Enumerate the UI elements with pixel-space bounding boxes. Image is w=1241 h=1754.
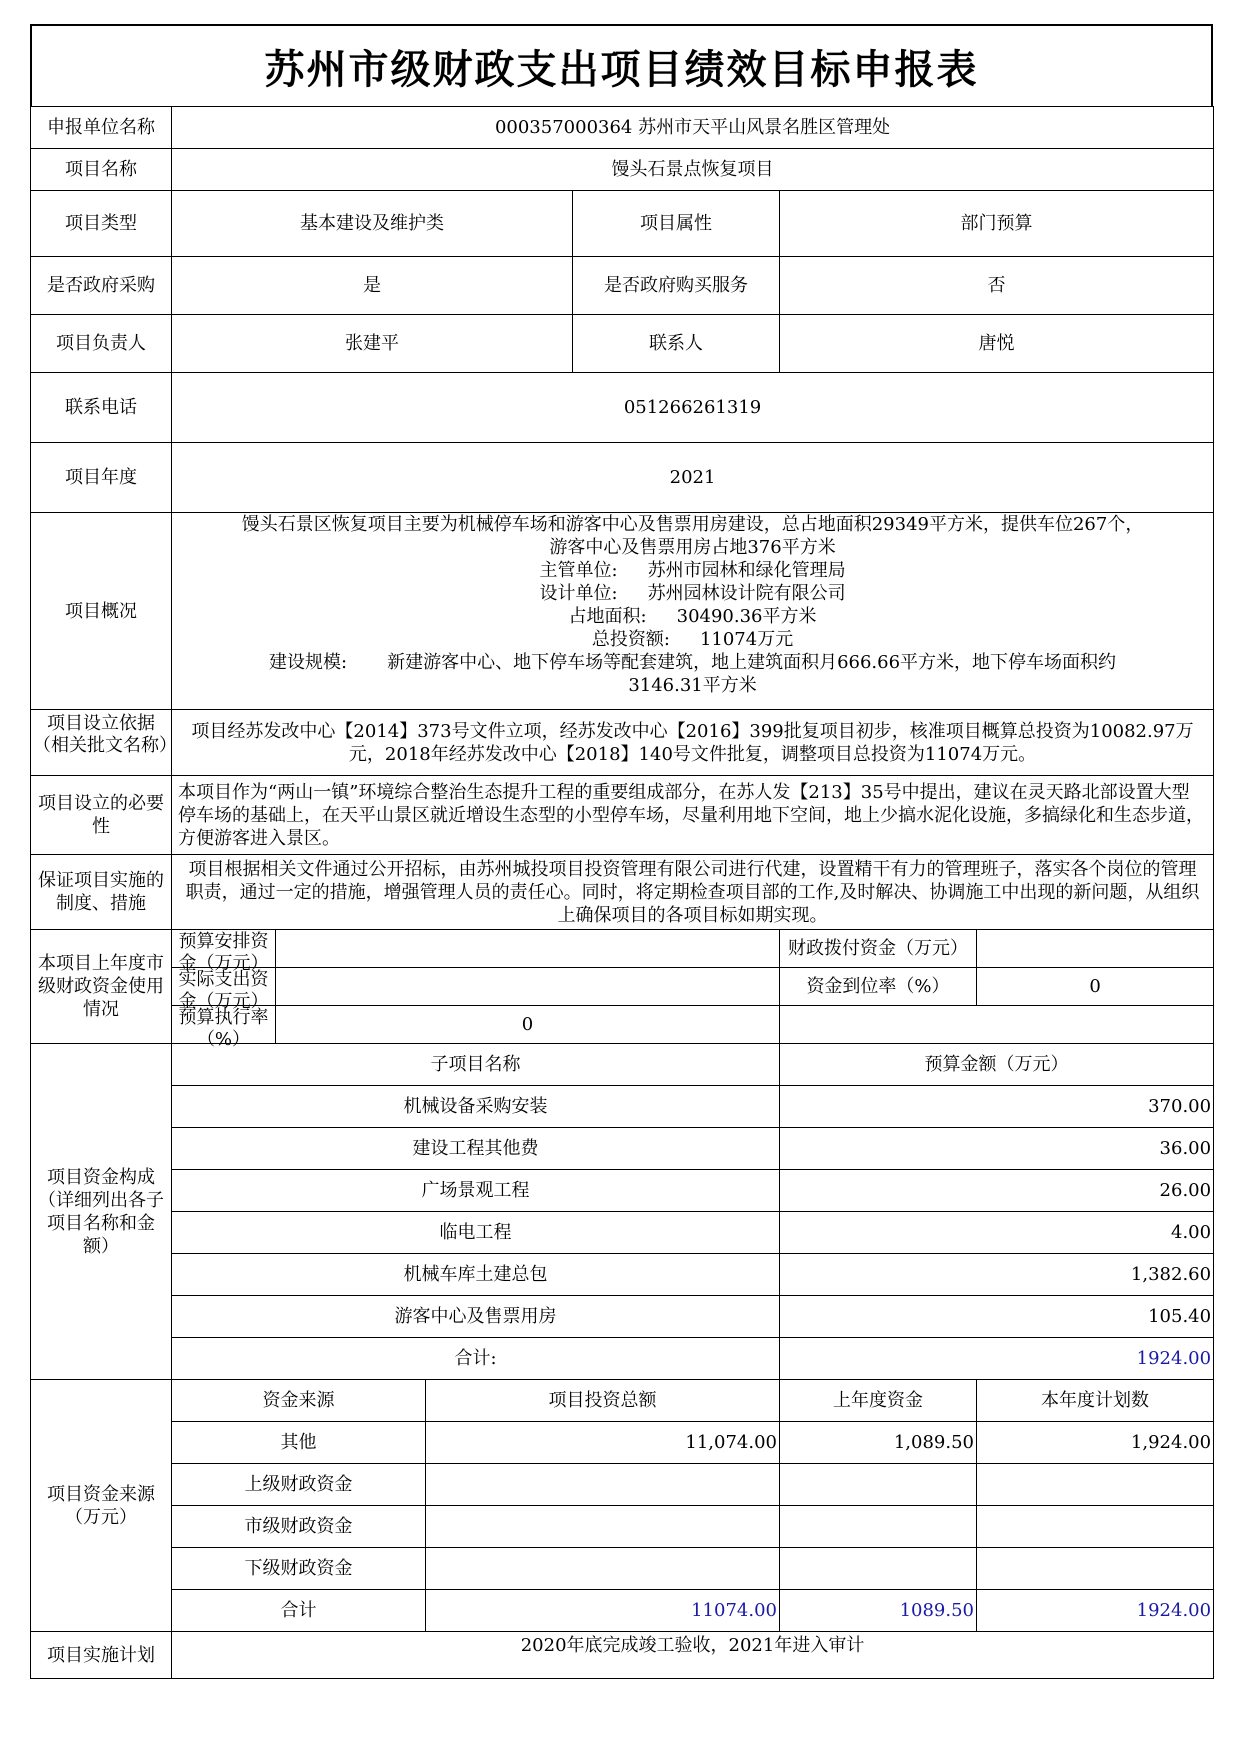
value-budget-arranged [276,930,780,968]
label-buy-service: 是否政府购买服务 [573,257,780,315]
label-leader: 项目负责人 [31,315,172,373]
label-actual [172,968,276,1012]
source-header-name: 资金来源 [172,1380,426,1422]
form-title: 苏州市级财政支出项目绩效目标申报表 [264,46,979,93]
source-total: 11,074.00 [426,1422,780,1464]
overview-item-value: 新建游客中心、地下停车场等配套建筑，地上建筑面积月666.66平方米，地下停车场面积约 [387,652,1117,673]
comp-name: 建设工程其他费 [172,1128,780,1170]
overview-line-cut: 3146.31平方米 [628,675,757,696]
label-type: 项目类型 [31,191,172,257]
value-leader: 张建平 [172,315,573,373]
label-necessity: 项目设立的必要性 [31,776,172,855]
source-total [426,1506,780,1548]
row-last-year-2 [31,968,1214,1006]
value-buy-service: 否 [780,257,1214,315]
label-attr: 项目属性 [573,191,780,257]
row-source-header [31,1380,1214,1422]
source-plan [977,1506,1214,1548]
source-last [780,1506,977,1548]
value-actual [276,968,780,1006]
value-overview [172,513,1214,710]
overview-item-value: 苏州市园林和绿化管理局 [647,560,846,581]
row-necessity [31,776,1214,855]
label-basis-text: 项目设立依据（相关批文名称） [33,712,177,756]
value-basis: 项目经苏发改中心【2014】373号文件立项，经苏发改中心【2016】399批复项目初步，核准项目概算总投资为10082.97万元，2018年经苏发改中心【2018】140号文件批复，调整项目总投资为11074万元。 [172,710,1214,776]
table-row [31,1548,1214,1590]
comp-header-amount: 预算金额（万元） [780,1044,1214,1086]
label-phone: 联系电话 [31,373,172,443]
row-last-year-1 [31,930,1214,968]
row-type [31,191,1214,257]
source-total [426,1548,780,1590]
table-row [31,1128,1214,1170]
value-procure: 是 [172,257,573,315]
form-table [30,106,1214,1679]
value-phone: 051266261319 [172,373,1214,443]
overview-line2: 游客中心及售票用房占地376平方米 [549,537,836,558]
comp-amount: 1,382.60 [780,1254,1214,1296]
value-contact: 唐悦 [780,315,1214,373]
label-exec [172,1006,276,1050]
overview-block [176,513,1209,709]
value-attr: 部门预算 [780,191,1214,257]
source-plan: 1,924.00 [977,1422,1214,1464]
table-row [31,1170,1214,1212]
overview-item-key: 主管单位: [539,560,618,581]
overview-item-key: 设计单位: [539,583,618,604]
label-arrival: 资金到位率（%） [780,968,977,1006]
row-guarantee [31,855,1214,930]
label-procure: 是否政府采购 [31,257,172,315]
label-budget-arranged [172,930,276,974]
overview-item-key: 占地面积: [568,606,647,627]
row-overview [31,513,1214,710]
source-total [426,1464,780,1506]
source-total-plan: 1924.00 [977,1590,1214,1632]
label-guarantee: 保证项目实施的制度、措施 [31,855,172,930]
value-necessity: 本项目作为“两山一镇”环境综合整治生态提升工程的重要组成部分，在苏人发【213】35号中提出，建议在灵天路北部设置大型停车场的基础上，在天平山景区就近增设生态型的小型停车场，尽量利用地下空间，地上少搞水泥化设施，多搞绿化和生态步道，方便游客进入景区。 [172,776,1214,855]
comp-header-name: 子项目名称 [172,1044,780,1086]
label-last-year: 本项目上年度市级财政资金使用情况 [31,930,172,1044]
row-year [31,443,1214,513]
source-name: 其他 [172,1422,426,1464]
source-total-last: 1089.50 [780,1590,977,1632]
comp-amount: 26.00 [780,1170,1214,1212]
source-last [780,1464,977,1506]
overview-item [176,559,1209,582]
source-plan [977,1464,1214,1506]
comp-name: 游客中心及售票用房 [172,1296,780,1338]
comp-total-label: 合计: [172,1338,780,1380]
table-row [31,1296,1214,1338]
label-source: 项目资金来源（万元） [31,1380,172,1632]
empty-cell [780,1006,1214,1044]
label-grant: 财政拨付资金（万元） [780,930,977,968]
table-row [31,1506,1214,1548]
row-name [31,149,1214,191]
table-row [31,1086,1214,1128]
comp-name: 临电工程 [172,1212,780,1254]
source-name: 上级财政资金 [172,1464,426,1506]
value-guarantee: 项目根据相关文件通过公开招标，由苏州城投项目投资管理有限公司进行代建，设置精干有力的管理班子，落实各个岗位的管理职责，通过一定的措施，增强管理人员的责任心。同时，将定期检查项目部的工作,及时解决、协调施工中出现的新问题，从组织上确保项目的各项目标如期实现。 [172,855,1214,930]
overview-item [176,582,1209,605]
source-total-total: 11074.00 [426,1590,780,1632]
source-last: 1,089.50 [780,1422,977,1464]
value-type: 基本建设及维护类 [172,191,573,257]
label-plan: 项目实施计划 [31,1632,172,1679]
overview-item-value: 11074万元 [699,629,794,650]
overview-item [176,605,1209,628]
table-row [31,1212,1214,1254]
row-last-year-3 [31,1006,1214,1044]
value-exec: 0 [276,1006,780,1044]
comp-total-value: 1924.00 [780,1338,1214,1380]
overview-item [176,651,1209,674]
source-header-total: 项目投资总额 [426,1380,780,1422]
value-unit: 000357000364 苏州市天平山风景名胜区管理处 [172,107,1214,149]
comp-name: 机械车库土建总包 [172,1254,780,1296]
overview-item-value: 苏州园林设计院有限公司 [647,583,846,604]
label-exec-text: 预算执行率（%） [178,1006,269,1050]
value-grant [977,930,1214,968]
label-budget-arranged-text: 预算安排资金（万元） [178,930,269,974]
value-arrival: 0 [977,968,1214,1006]
label-year: 项目年度 [31,443,172,513]
form-sheet [30,24,1213,1679]
value-name: 馒头石景点恢复项目 [172,149,1214,191]
row-comp-total [31,1338,1214,1380]
comp-name: 机械设备采购安装 [172,1086,780,1128]
table-row [31,1464,1214,1506]
source-plan [977,1548,1214,1590]
label-contact: 联系人 [573,315,780,373]
source-header-plan: 本年度计划数 [977,1380,1214,1422]
label-overview: 项目概况 [31,513,172,710]
comp-amount: 36.00 [780,1128,1214,1170]
source-last [780,1548,977,1590]
value-year: 2021 [172,443,1214,513]
row-leader [31,315,1214,373]
label-unit: 申报单位名称 [31,107,172,149]
value-plan: 2020年底完成竣工验收，2021年进入审计 [172,1632,1214,1679]
source-name: 下级财政资金 [172,1548,426,1590]
table-row [31,1254,1214,1296]
row-phone [31,373,1214,443]
comp-amount: 370.00 [780,1086,1214,1128]
row-source-total [31,1590,1214,1632]
row-unit [31,107,1214,149]
overview-item-key: 总投资额: [591,629,670,650]
row-plan [31,1632,1214,1679]
label-name: 项目名称 [31,149,172,191]
overview-item-key: 建设规模: [269,652,348,673]
overview-line1: 馒头石景区恢复项目主要为机械停车场和游客中心及售票用房建设，总占地面积29349平方米，提供车位267个， [241,514,1144,535]
row-procure [31,257,1214,315]
comp-amount: 105.40 [780,1296,1214,1338]
source-name: 市级财政资金 [172,1506,426,1548]
source-header-last: 上年度资金 [780,1380,977,1422]
row-basis [31,710,1214,776]
label-actual-text: 实际支出资金（万元） [178,968,269,1012]
comp-amount: 4.00 [780,1212,1214,1254]
label-basis [31,710,177,776]
comp-name: 广场景观工程 [172,1170,780,1212]
table-row [31,1422,1214,1464]
title-box [30,24,1213,106]
source-total-label: 合计 [172,1590,426,1632]
label-composition: 项目资金构成（详细列出各子项目名称和金额） [31,1044,172,1380]
overview-item [176,628,1209,651]
overview-item-value: 30490.36平方米 [676,606,817,627]
